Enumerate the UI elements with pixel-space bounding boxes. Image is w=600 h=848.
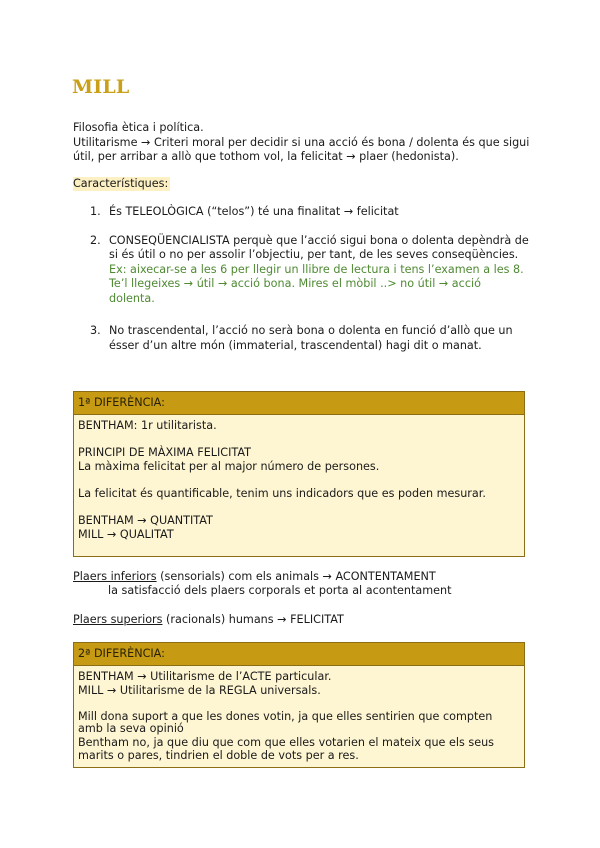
box-body xyxy=(74,666,524,768)
plaers-inferiors-line2: la satisfacció dels plaers corporals et porta al acontentament xyxy=(108,584,452,597)
list-item xyxy=(90,234,530,307)
intro-line-1: Filosofia ètica i política. xyxy=(73,121,204,134)
plaers-superiors-term: Plaers superiors xyxy=(73,613,163,626)
box-line: BENTHAM: 1r utilitarista. xyxy=(78,419,217,432)
page-title: MILL xyxy=(72,76,130,98)
difference-box-2 xyxy=(73,642,525,768)
box-line: La felicitat és quantificable, tenim uns indicadors que es poden mesurar. xyxy=(78,486,486,500)
list-item-text: No trascendental, l’acció no serà bona o dolenta en funció d’allò que un ésser d’un altre món (immaterial, trascendental) hagi dit o manat. xyxy=(109,324,513,352)
intro-section xyxy=(73,121,533,165)
box-line: BENTHAM → Utilitarisme de l’ACTE particular. xyxy=(78,670,332,683)
caracteristiques-list xyxy=(90,205,530,367)
plaers-inferiors-desc: (sensorials) com els animals → ACONTENTAMENT xyxy=(156,570,436,583)
list-item-number: 2. xyxy=(90,233,101,247)
plaers-inferiors xyxy=(73,570,533,598)
list-item-number: 1. xyxy=(90,205,101,218)
plaers-superiors-desc: (racionals) humans → FELICITAT xyxy=(162,613,344,626)
box-line: La màxima felicitat per al major número de persones. xyxy=(78,459,380,473)
list-item-example: Ex: aixecar-se a les 6 per llegir un llibre de lectura i tens l’examen a les 8. Te’l llegeixes → útil → acció bona. Mires el mòbil ..> no útil → acció dolenta. xyxy=(109,262,524,305)
box-header: 1ª DIFERÈNCIA: xyxy=(74,392,524,415)
list-item-text: És TELEOLÒGICA (“telos”) té una finalitat → felicitat xyxy=(109,205,399,218)
box-line: Mill dona suport a que les dones votin, ja que elles sentirien que compten amb la seva opinió xyxy=(78,709,493,736)
box-line: Bentham no, ja que diu que com que elles votarien el mateix que els seus marits o pares, tindrien el doble de vots per a res. xyxy=(78,735,495,763)
box-line: MILL → QUALITAT xyxy=(78,527,174,541)
box-line: BENTHAM → QUANTITAT xyxy=(78,514,213,528)
plaers-inferiors-term: Plaers inferiors xyxy=(73,570,157,583)
box-line: MILL → Utilitarisme de la REGLA universals. xyxy=(78,683,321,697)
list-item xyxy=(90,205,530,220)
list-item-number: 3. xyxy=(90,324,101,337)
box-header: 2ª DIFERÈNCIA: xyxy=(74,643,524,666)
caracteristiques-label: Característiques: xyxy=(73,177,169,190)
list-item-text: CONSEQÜENCIALISTA perquè que l’acció sigui bona o dolenta depèndrà de si és útil o no per assolir l’objectiu, per tant, de les seves conseqüències. xyxy=(109,233,529,261)
plaers-superiors xyxy=(73,613,533,627)
box-body xyxy=(74,415,524,546)
box-line: PRINCIPI DE MÀXIMA FELICITAT xyxy=(78,446,252,460)
list-item xyxy=(90,324,530,353)
intro-line-2: Utilitarisme → Criteri moral per decidir si una acció és bona / dolenta és que sigui útil, per arribar a allò que tothom vol, la felicitat → plaer (hedonista). xyxy=(73,135,530,164)
difference-box-1 xyxy=(73,391,525,557)
